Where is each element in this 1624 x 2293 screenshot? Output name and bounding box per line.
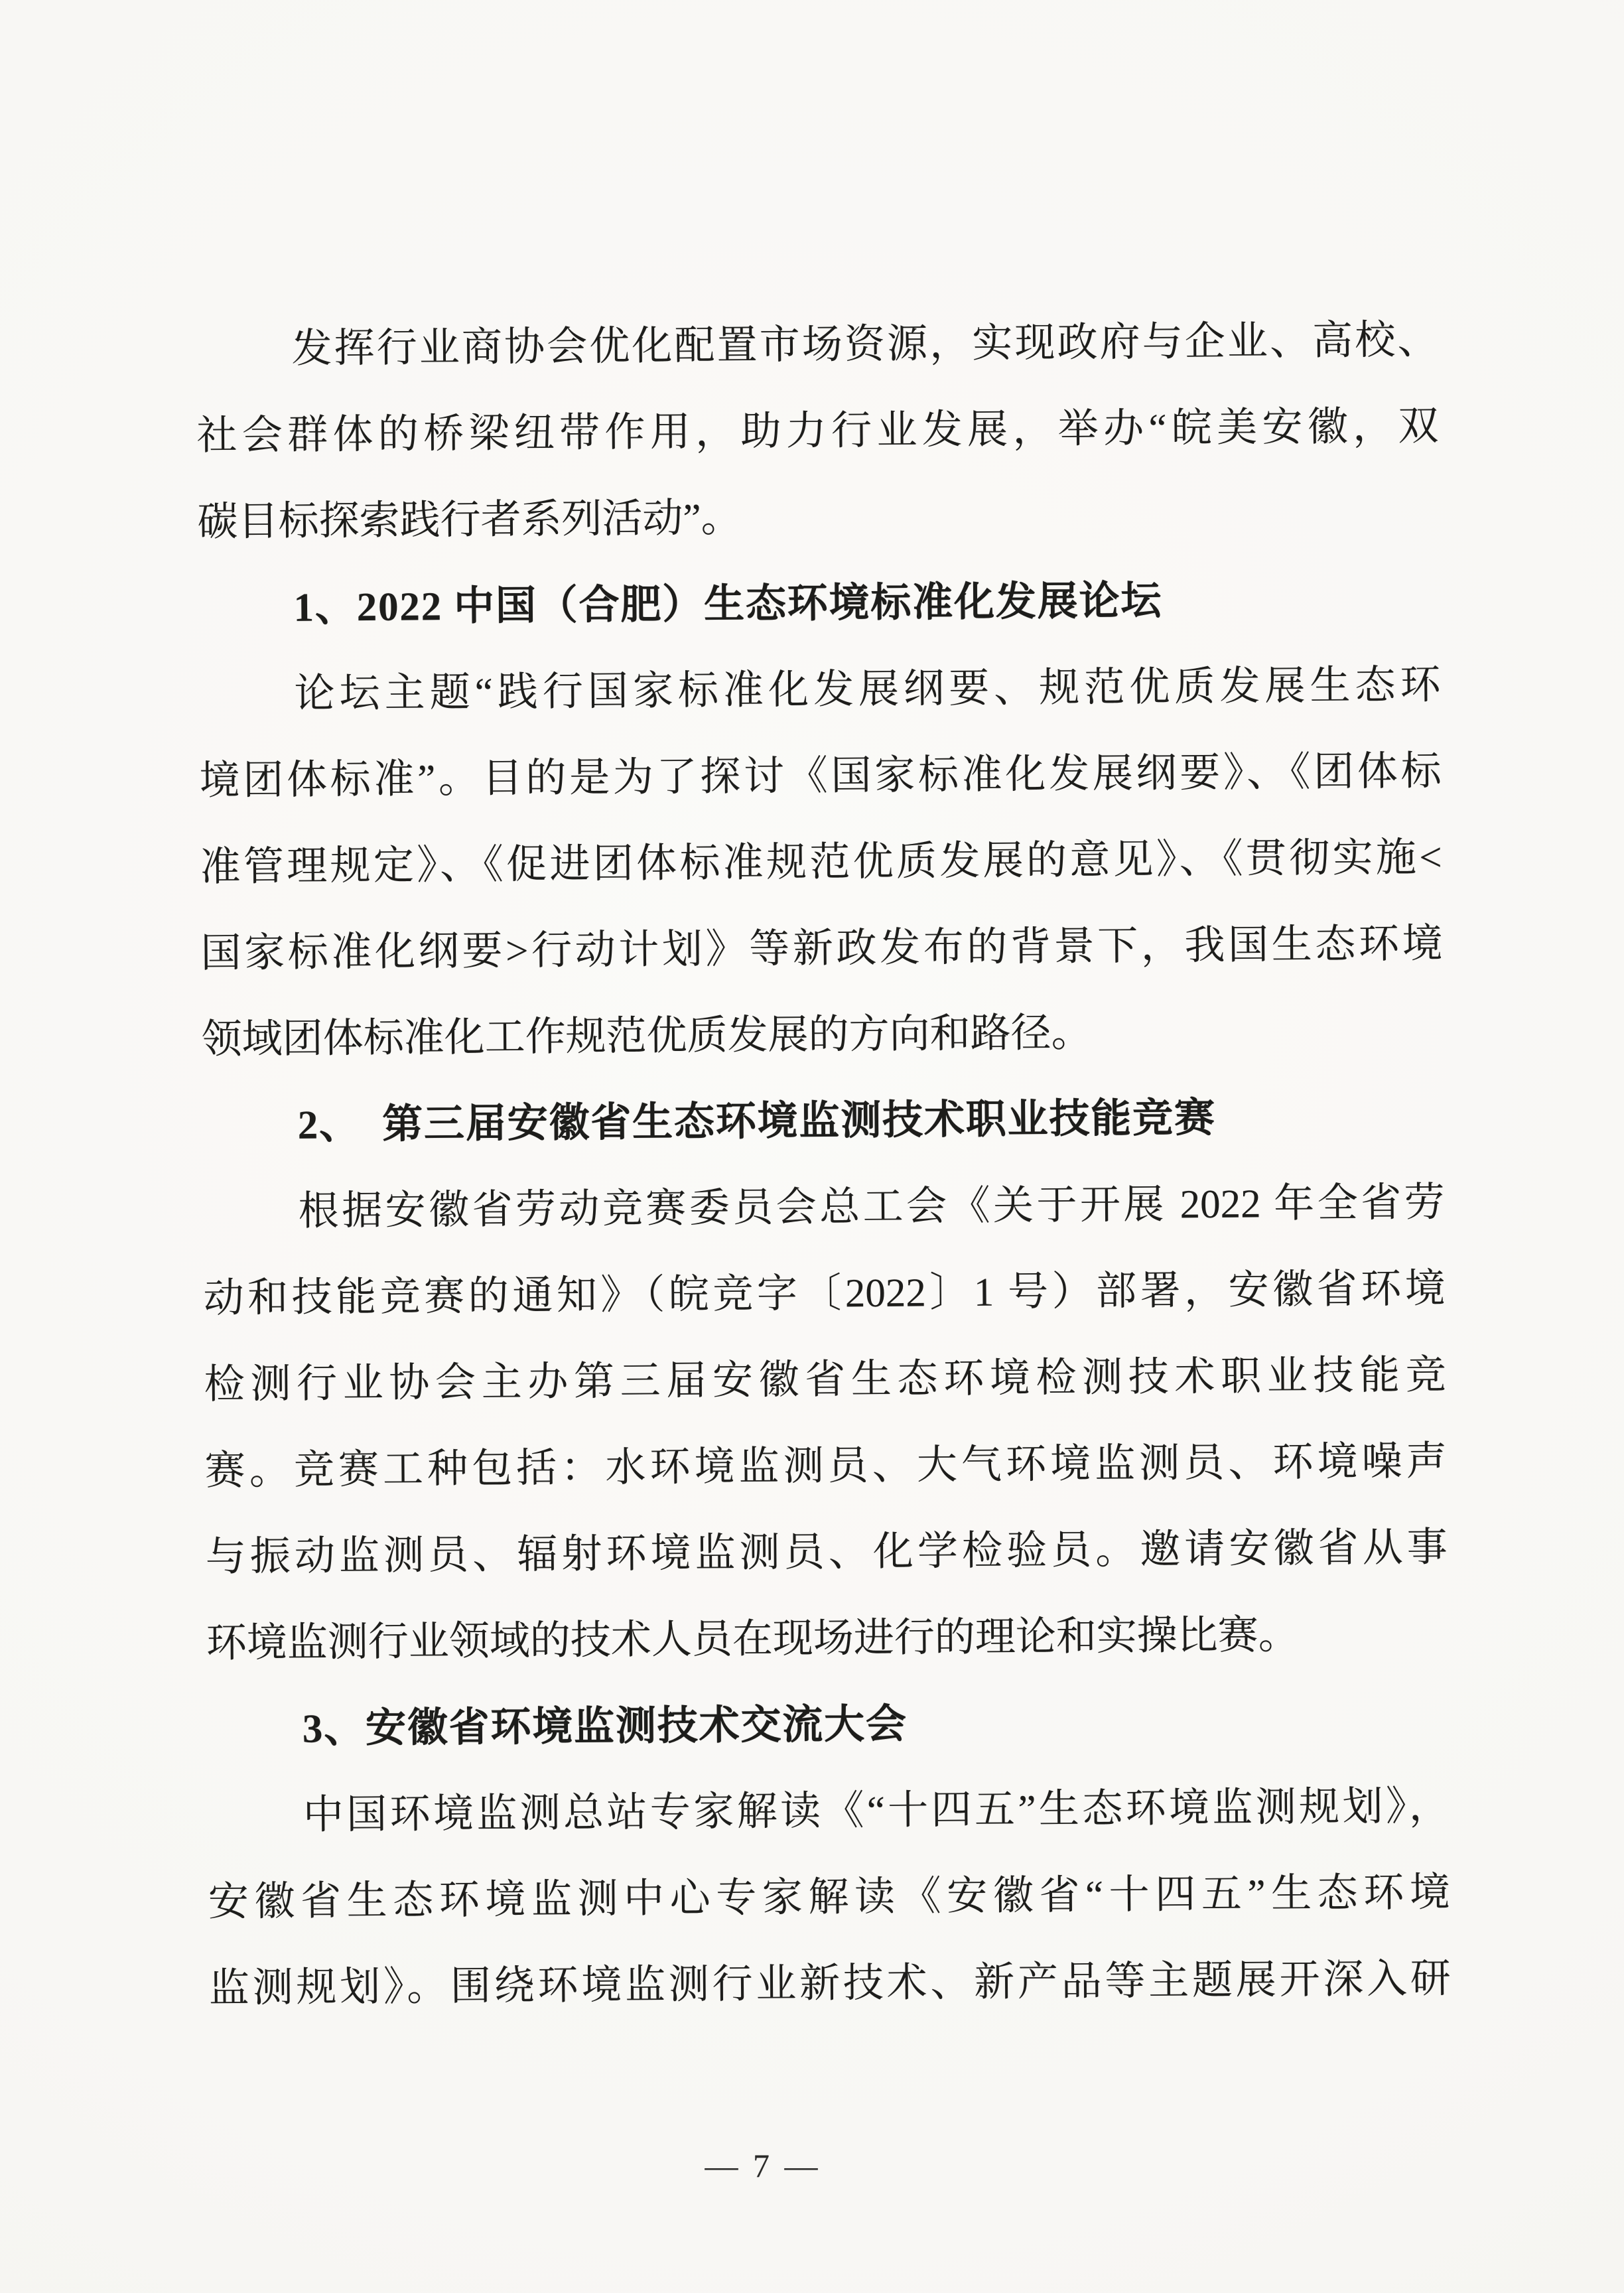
body-line: 动和技能竞赛的通知》（皖竞字〔2022〕1 号）部署，安徽省环境: [203, 1267, 1446, 1321]
body-line: 中国环境监测总站专家解读《“十四五”生态环境监测规划》，: [303, 1784, 1450, 1838]
body-line: 检测行业协会主办第三届安徽省生态环境检测技术职业技能竞: [204, 1353, 1446, 1407]
body-line: 环境监测行业领域的技术人员在现场进行的理论和实操比赛。: [206, 1613, 1300, 1666]
body-line: 监测规划》。围绕环境监测行业新技术、新产品等主题展开深入研: [208, 1957, 1452, 2011]
body-line: 安徽省生态环境监测中心专家解读《安徽省“十四五”生态环境: [208, 1870, 1451, 1925]
body-line: 领域团体标准化工作规范优质发展的方向和路径。: [201, 1010, 1092, 1062]
body-line: 境团体标准”。目的是为了探讨《国家标准化发展纲要》、《团体标: [199, 749, 1442, 803]
body-line: 根据安徽省劳动竞赛委员会总工会《关于开展 2022 年全省劳: [298, 1180, 1445, 1234]
section-heading-3: 3、安徽省环境监测技术交流大会: [302, 1702, 908, 1752]
body-line: 发挥行业商协会优化配置市场资源，实现政府与企业、高校、: [291, 318, 1438, 372]
body-line: 碳目标探索践行者系列活动”。: [197, 496, 742, 545]
body-line: 准管理规定》、《促进团体标准规范优质发展的意见》、《贯彻实施<: [200, 835, 1442, 890]
body-line: 社会群体的桥梁纽带作用，助力行业发展，举办“皖美安徽，双: [196, 404, 1439, 458]
body-line: 与振动监测员、辐射环境监测员、化学检验员。邀请安徽省从事: [205, 1525, 1448, 1580]
body-line: 论坛主题“践行国家标准化发展纲要、规范优质发展生态环: [294, 663, 1441, 717]
body-line: 国家标准化纲要>行动计划》等新政发布的背景下，我国生态环境: [200, 922, 1443, 976]
document-body: [196, 297, 1451, 2032]
body-line: 赛。竞赛工种包括：水环境监测员、大气环境监测员、环境噪声: [204, 1439, 1447, 1494]
page-number: — 7 —: [705, 2147, 821, 2184]
section-heading-1: 1、2022 中国（合肥）生态环境标准化发展论坛: [293, 579, 1163, 630]
section-heading-2: 2、 第三届安徽省生态环境监测技术职业技能竞赛: [297, 1095, 1217, 1148]
